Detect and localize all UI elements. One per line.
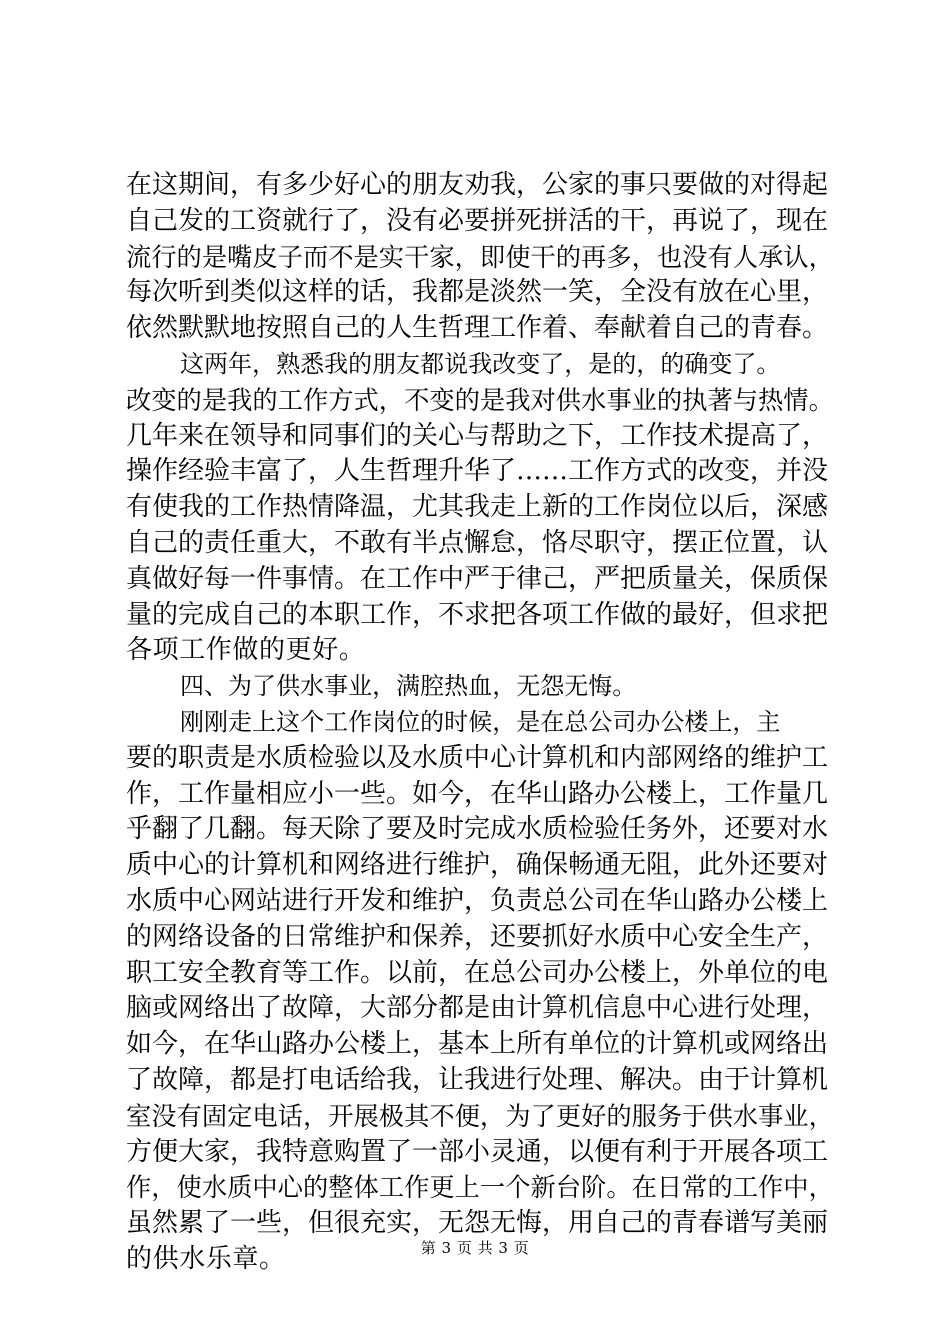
text-line: 如今，在华山路办公楼上，基本上所有单位的计算机或网络出	[126, 1029, 829, 1060]
text-line: 四、为了供水事业，满腔热血，无怨无悔。	[180, 672, 637, 701]
text-line: 各项工作做的更好。	[126, 635, 366, 666]
body-text	[126, 168, 834, 1278]
text-line: 几年来在领导和同事们的关心与帮助之下，工作技术提高了，	[126, 420, 829, 451]
text-line: 要的职责是水质检验以及水质中心计算机和内部网络的维护工	[126, 742, 829, 773]
text-line: 在这期间，有多少好心的朋友劝我，公家的事只要做的对得起	[126, 170, 829, 200]
text-line: 刚刚走上这个工作岗位的时候，是在总公司办公楼上，主	[180, 707, 781, 736]
text-line: 自己的责任重大，不敢有半点懈怠，恪尽职守，摆正位置，认	[126, 527, 829, 558]
text-line: 虽然累了一些，但很充实，无怨无悔，用自己的青春谱写美丽	[126, 1208, 829, 1239]
text-line: 自己发的工资就行了，没有必要拼死拼活的干，再说了，现在	[126, 205, 829, 236]
text-line: 作，使水质中心的整体工作更上一个新台阶。在日常的工作中，	[126, 1173, 834, 1203]
text-line: 依然默默地按照自己的人生哲理工作着、奉献着自己的青春。	[126, 313, 829, 344]
text-line: 职工安全教育等工作。以前，在总公司办公楼上，外单位的电	[126, 957, 829, 988]
text-line: 质中心的计算机和网络进行维护，确保畅通无阻，此外还要对	[126, 850, 829, 881]
text-line: 水质中心网站进行开发和维护，负责总公司在华山路办公楼上	[126, 885, 829, 916]
text-line: 乎翻了几翻。每天除了要及时完成水质检验任务外，还要对水	[126, 814, 829, 845]
text-line: 室没有固定电话，开展极其不便，为了更好的服务于供水事业，	[126, 1101, 834, 1131]
text-line: 有使我的工作热情降温，尤其我走上新的工作岗位以后，深感	[126, 492, 829, 523]
text-line: 这两年，熟悉我的朋友都说我改变了，是的，的确变了。	[180, 349, 781, 378]
text-line: 的网络设备的日常维护和保养，还要抓好水质中心安全生产，	[126, 921, 829, 952]
text-line: 流行的是嘴皮子而不是实干家，即使干的再多，也没有人承认，	[126, 242, 834, 272]
text-line: 量的完成自己的本职工作，不求把各项工作做的最好，但求把	[126, 599, 829, 630]
page-footer: 第 3 页 共 3 页	[420, 1239, 530, 1257]
text-line: 了故障，都是打电话给我，让我进行处理、解决。由于计算机	[126, 1064, 829, 1095]
text-line: 操作经验丰富了，人生哲理升华了……工作方式的改变，并没	[126, 456, 829, 487]
text-line: 每次听到类似这样的话，我都是淡然一笑，全没有放在心里，	[126, 277, 829, 308]
text-line: 作，工作量相应小一些。如今，在华山路办公楼上，工作量几	[126, 778, 829, 809]
text-line: 的供水乐章。	[126, 1243, 286, 1274]
text-line: 方便大家，我特意购置了一部小灵通，以便有利于开展各项工	[126, 1136, 829, 1167]
text-line: 真做好每一件事情。在工作中严于律己，严把质量关，保质保	[126, 563, 829, 594]
text-line: 脑或网络出了故障，大部分都是由计算机信息中心进行处理，	[126, 993, 829, 1024]
text-line: 改变的是我的工作方式，不变的是我对供水事业的执著与热情。	[126, 385, 834, 415]
